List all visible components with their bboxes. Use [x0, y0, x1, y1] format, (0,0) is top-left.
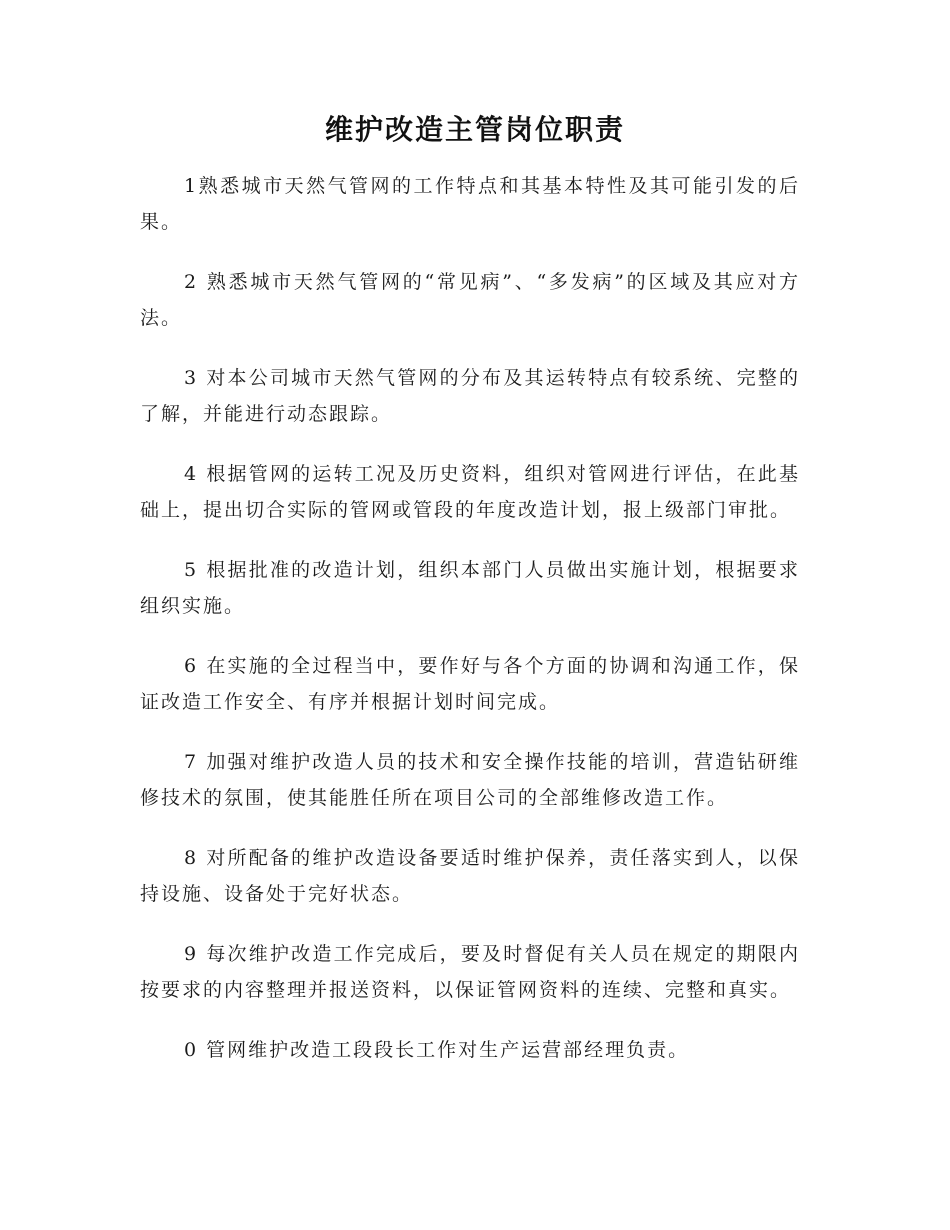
paragraph-5: 5 根据批准的改造计划，组织本部门人员做出实施计划，根据要求组织实施。 — [140, 559, 800, 617]
paragraph-8: 8 对所配备的维护改造设备要适时维护保养，责任落实到人，以保持设施、设备处于完好状态。 — [140, 847, 800, 905]
paragraph-3: 3 对本公司城市天然气管网的分布及其运转特点有较系统、完整的了解，并能进行动态跟踪。 — [140, 367, 800, 425]
paragraph-2: 2 熟悉城市天然气管网的“常见病”、“多发病”的区域及其应对方法。 — [140, 271, 800, 329]
paragraph-1: 1熟悉城市天然气管网的工作特点和其基本特性及其可能引发的后果。 — [140, 175, 800, 233]
paragraph-7: 7 加强对维护改造人员的技术和安全操作技能的培训，营造钻研维修技术的氛围，使其能胜任所在项目公司的全部维修改造工作。 — [140, 751, 800, 809]
paragraph-10: 0 管网维护改造工段段长工作对生产运营部经理负责。 — [184, 1039, 690, 1061]
paragraph-4: 4 根据管网的运转工况及历史资料，组织对管网进行评估，在此基础上，提出切合实际的管网或管段的年度改造计划，报上级部门审批。 — [140, 463, 800, 521]
paragraph-9: 9 每次维护改造工作完成后，要及时督促有关人员在规定的期限内按要求的内容整理并报送资料，以保证管网资料的连续、完整和真实。 — [140, 943, 800, 1001]
paragraph-6: 6 在实施的全过程当中，要作好与各个方面的协调和沟通工作，保证改造工作安全、有序并根据计划时间完成。 — [140, 655, 800, 713]
document-body — [140, 168, 800, 1092]
page-title: 维护改造主管岗位职责 — [324, 113, 625, 146]
